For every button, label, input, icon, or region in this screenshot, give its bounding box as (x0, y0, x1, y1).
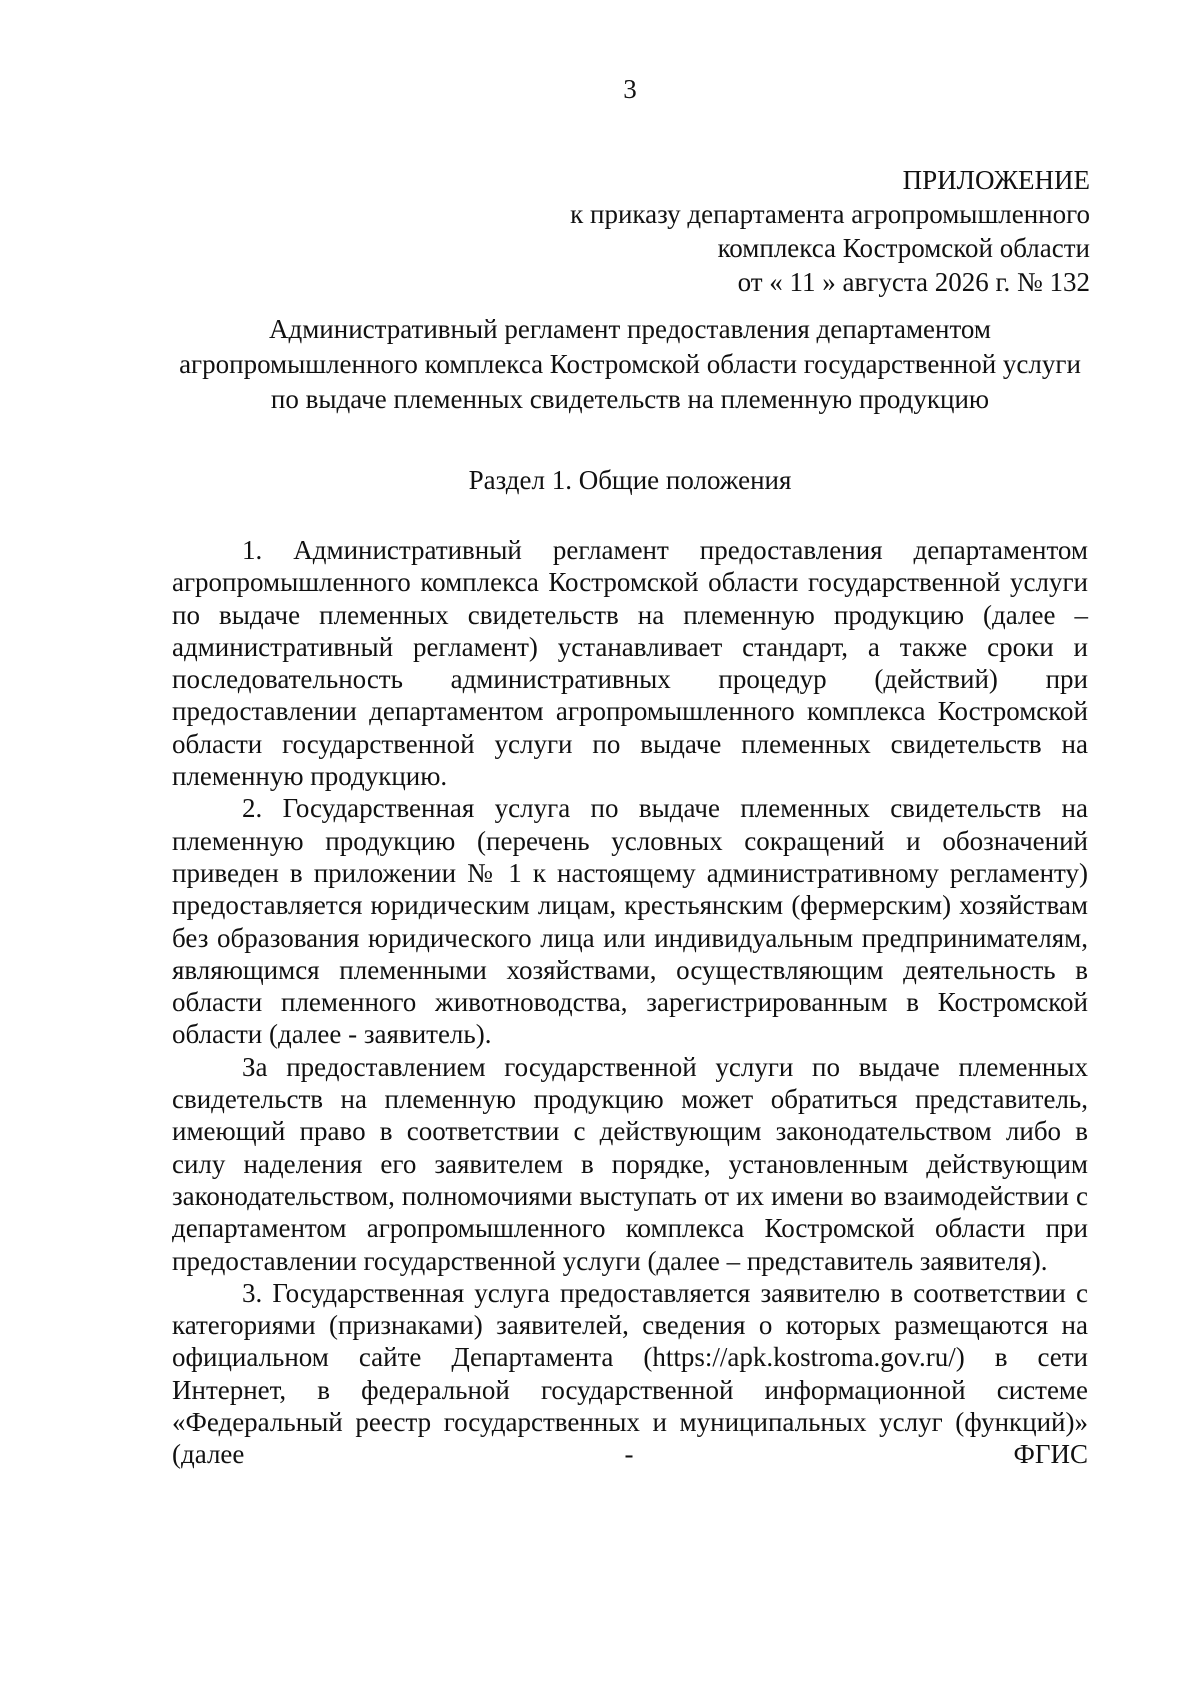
paragraph-2-continuation: За предоставлением государственной услуги по выдаче племенных свидетельств на племенную продукцию может обратиться представитель, имеющий право в соответствии с действующим законодательством либо в силу наделения его заявителем в порядке, установленным действующим законодательством, полномочиями выступать от их имени во взаимодействии с департаментом агропромышленного комплекса Костромской области при предоставлении государственной услуги (далее – представитель заявителя). (172, 1051, 1088, 1276)
document-body (172, 534, 1088, 1471)
paragraph-1: 1. Административный регламент предоставления департаментом агропромышленного комплекса Костромской области государственной услуги по выдаче племенных свидетельств на племенную продукцию (далее – административный регламент) устанавливает стандарт, а также сроки и последовательность административных процедур (действий) при предоставлении департаментом агропромышленного комплекса Костромской области государственной услуги по выдаче племенных свидетельств на племенную продукцию. (172, 535, 1088, 792)
section-heading: Раздел 1. Общие положения (468, 465, 792, 495)
page-number: 3 (623, 74, 637, 104)
paragraph-2: 2. Государственная услуга по выдаче племенных свидетельств на племенную продукцию (перечень условных сокращений и обозначений приведен в приложении № 1 к настоящему административному регламенту) предоставляется юридическим лицам, крестьянским (фермерским) хозяйствам без образования юридического лица или индивидуальным предпринимателям, являющимся племенными хозяйствами, осуществляющим деятельность в области племенного животноводства, зарегистрированным в Костромской области (далее - заявитель). (172, 793, 1088, 1050)
appendix-title: ПРИЛОЖЕНИЕ (902, 165, 1090, 195)
appendix-header (570, 163, 1090, 299)
appendix-order-line-2: комплекса Костромской области (717, 233, 1090, 263)
document-title: Административный регламент предоставления департаментом агропромышленного комплекса Костромской области государственной услуги по выдаче племенных свидетельств на племенную продукцию (179, 314, 1081, 414)
appendix-order-line-1: к приказу департамента агропромышленного (570, 199, 1090, 229)
paragraph-3: 3. Государственная услуга предоставляется заявителю в соответствии с категориями (признаками) заявителей, сведения о которых размещаются на официальном сайте Департамента (https://apk.kostroma.gov.ru/) в сети Интернет, в федеральной государственной информационной системе «Федеральный реестр государственных и муниципальных услуг (функций)» (далее - ФГИС (172, 1277, 1088, 1470)
appendix-order-date: от « 11 » августа 2026 г. № 132 (737, 267, 1090, 297)
